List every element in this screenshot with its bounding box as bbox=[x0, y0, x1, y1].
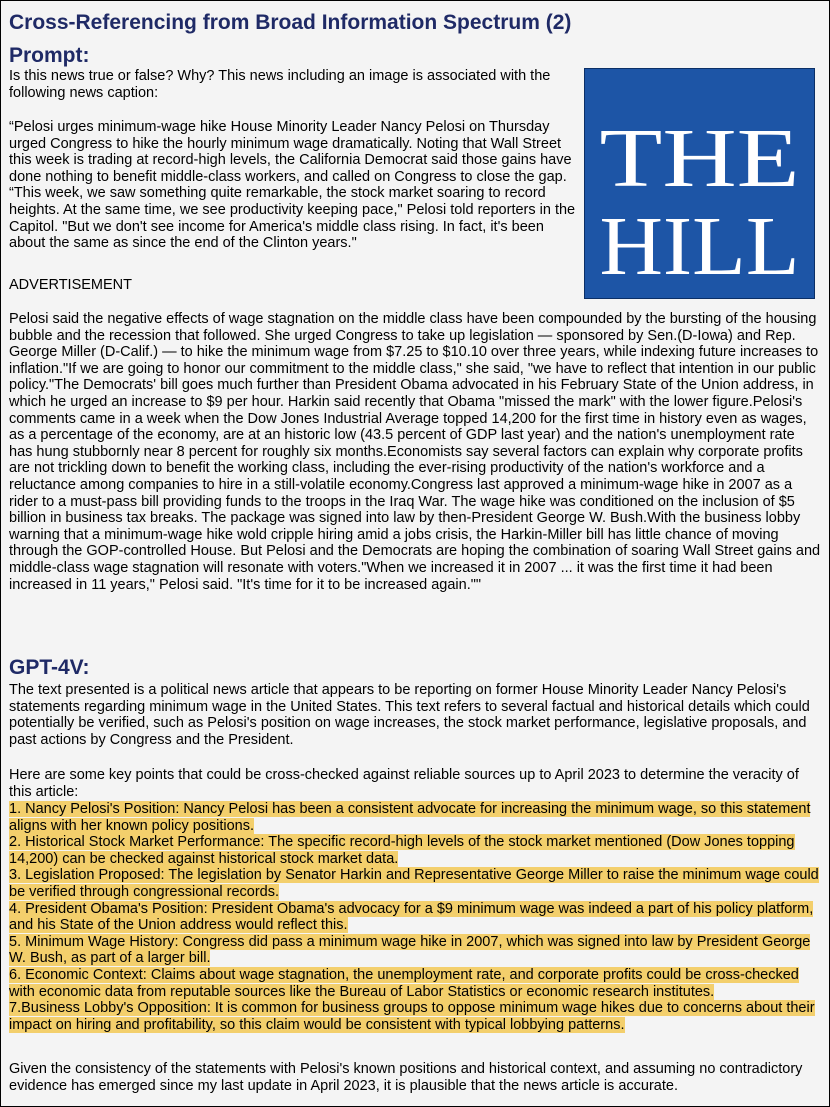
list-item bbox=[9, 1000, 821, 1033]
list-item bbox=[9, 834, 821, 867]
list-item bbox=[9, 867, 821, 900]
news-caption-lead: “Pelosi urges minimum-wage hike House Minority Leader Nancy Pelosi on Thursday urged Congress to hike the hourly minimum wage dramatically. Noting that Wall Street this week is trading at record-high levels, the California Democrat said those gains have done nothing to benefit middle-class workers, and called on Congress to close the gap. “This week, we saw something quite remarkable, the stock market soaring to record heights. At the same time, we see productivity keeping pace," Pelosi told reporters in the Capitol. "But we don't see income for America's middle class rising. In fact, it's been about the same as since the end of the Clinton years." bbox=[9, 119, 576, 252]
key-point-6: 6. Economic Context: Claims about wage stagnation, the unemployment rate, and corporate profits could be cross-checked with economic data from reputable sources like the Bureau of Labor Statistics or economic research institutes. bbox=[9, 966, 799, 1000]
list-item bbox=[9, 801, 821, 834]
key-points-list bbox=[9, 801, 821, 1033]
key-point-4: 4. President Obama's Position: President Obama's advocacy for a $9 minimum wage was indeed a part of his policy platform, and his State of the Union address would reflect this. bbox=[9, 900, 814, 934]
list-item bbox=[9, 967, 821, 1000]
response-list-intro: Here are some key points that could be cross-checked against reliable sources up to April 2023 to determine the veracity of this article: bbox=[9, 767, 799, 800]
key-point-1: 1. Nancy Pelosi's Position: Nancy Pelosi has been a consistent advocate for increasing the minimum wage, so this statement aligns with her known policy positions. bbox=[9, 801, 811, 834]
news-caption-body: Pelosi said the negative effects of wage stagnation on the middle class have been compounded by the bursting of the housing bubble and the recession that followed. She urged Congress to take up legislation — sponsored by Sen.(D-Iowa) and Rep. George Miller (D-Calif.) — to hike the minimum wage from $7.25 to $10.10 over three years, while indexing future increases to inflation."If we are going to honor our commitment to the middle class," she said, "we have to reflect that intention in our public policy."The Democrats' bill goes much further than President Obama advocated in his February State of the Union address, in which he urged an increase to $9 per hour. Harkin said recently that Obama "missed the mark" with the lower figure.Pelosi's comments came in a week when the Dow Jones Industrial Average topped 14,200 for the first time in history even as wages, as a percentage of the economy, are at an historic low (43.5 percent of GDP last year) and the nation's unemployment rate has hung stubbornly near 8 percent for roughly six months.Economists say several factors can explain why corporate profits are not trickling down to benefit the working class, including the ever-rising productivity of the nation's workforce and a reluctance among companies to hire in a still-volatile economy.Congress last approved a minimum-wage hike in 2007 as a rider to a must-pass bill providing funds to the troops in the Iraq War. The wage hike was conditioned on the inclusion of $5 billion in business tax breaks. The package was signed into law by then-President George W. Bush.With the business lobby warning that a minimum-wage hike wold cripple hiring amid a jobs crisis, the Harkin-Miller bill has little chance of moving through the GOP-controlled House. But Pelosi and the Democrats are hoping the combination of soaring Wall Street gains and middle-class wage stagnation will resonate with voters."When we increased it in 2007 ... it was the first time it had been increased in 11 years," Pelosi said. "It's time for it to be increased again."" bbox=[9, 311, 821, 593]
prompt-question: Is this news true or false? Why? This news including an image is associated with the following news caption: bbox=[9, 68, 551, 101]
key-point-3: 3. Legislation Proposed: The legislation by Senator Harkin and Representative George Miller to raise the minimum wage could be verified through congressional records. bbox=[9, 867, 819, 900]
news-image-the-hill-logo bbox=[584, 68, 815, 299]
logo-line-1: THE bbox=[599, 112, 800, 205]
response-intro: The text presented is a political news article that appears to be reporting on former House Minority Leader Nancy Pelosi's statements regarding minimum wage in the United States. This text refers to several factual and historical details which could potentially be verified, such as Pelosi's position on wage increases, the stock market performance, legislative proposals, and past actions by Congress and the President. bbox=[9, 682, 810, 748]
key-point-2: 2. Historical Stock Market Performance: The specific record-high levels of the stock market mentioned (Dow Jones topping 14,200) can be checked against historical stock market data. bbox=[9, 834, 795, 867]
prompt-heading: Prompt: bbox=[9, 44, 90, 67]
panel-title: Cross-Referencing from Broad Information Spectrum (2) bbox=[9, 11, 572, 34]
list-item bbox=[9, 934, 821, 967]
response-conclusion: Given the consistency of the statements with Pelosi's known positions and historical context, and assuming no contradictory evidence has emerged since my last update in April 2023, it is plausible that the news article is accurate. bbox=[9, 1061, 803, 1094]
logo-line-2: HILL bbox=[599, 200, 800, 293]
key-point-5: 5. Minimum Wage History: Congress did pass a minimum wage hike in 2007, which was signed into law by President George W. Bush, as part of a larger bill. bbox=[9, 933, 811, 967]
list-item bbox=[9, 901, 821, 934]
key-point-7: 7.Business Lobby's Opposition: It is common for business groups to oppose minimum wage hikes due to concerns about their impact on hiring and profitability, so this claim would be consistent with typical lobbying patterns. bbox=[9, 1000, 815, 1033]
the-hill-logo-graphic bbox=[585, 69, 814, 298]
response-heading: GPT-4V: bbox=[9, 656, 90, 679]
advertisement-label: ADVERTISEMENT bbox=[9, 277, 133, 293]
